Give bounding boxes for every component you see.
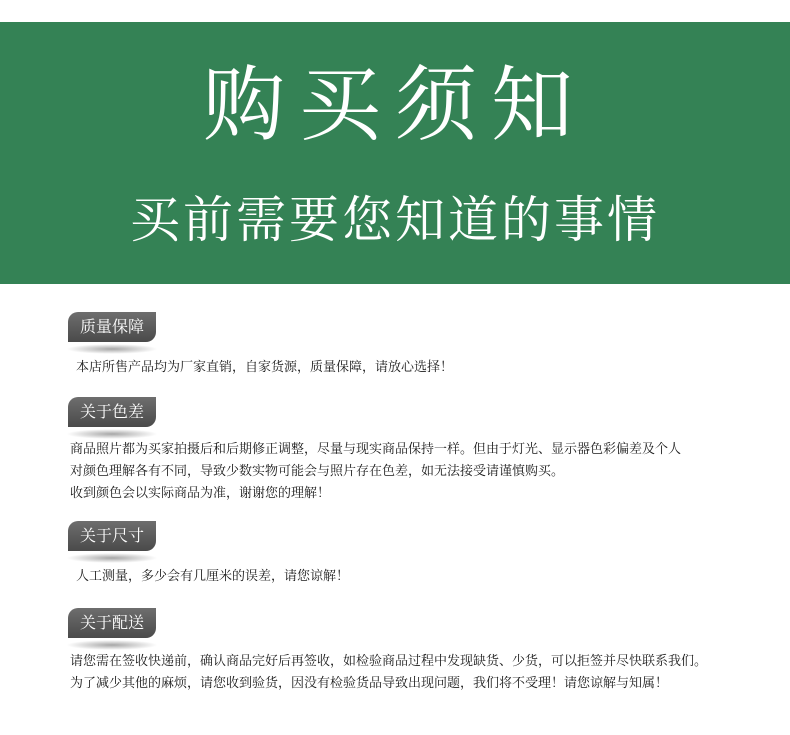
section-text: 本店所售产品均为厂家直销，自家货源，质量保障，请放心选择！	[76, 360, 454, 375]
section-text: 收到颜色会以实际商品为准，谢谢您的理解！	[70, 486, 331, 501]
section-text: 为了减少其他的麻烦，请您收到验货，因没有检验货品导致出现问题，我们将不受理！请您谅解与知属！	[70, 676, 669, 691]
banner-subtitle: 买前需要您知道的事情	[130, 191, 660, 249]
tag-color: 关于色差	[68, 397, 156, 427]
section-text: 请您需在签收快递前，确认商品完好后再签收，如检验商品过程中发现缺货、少货，可以拒签并尽快联系我们。	[70, 654, 708, 669]
tag-shadow	[66, 553, 158, 563]
banner-title: 购买须知	[202, 58, 587, 153]
tag-shipping: 关于配送	[68, 608, 156, 638]
section-text: 人工测量，多少会有几厘米的误差，请您谅解！	[76, 569, 350, 584]
section-text: 对颜色理解各有不同，导致少数实物可能会与照片存在色差，如无法接受请谨慎购买。	[70, 464, 565, 479]
tag-quality: 质量保障	[68, 312, 156, 342]
tag-shadow	[66, 344, 158, 354]
header-banner	[0, 22, 790, 284]
tag-shadow	[66, 640, 158, 650]
section-text: 商品照片都为买家拍摄后和后期修正调整，尽量与现实商品保持一样。但由于灯光、显示器色彩偏差及个人	[70, 442, 682, 457]
tag-size: 关于尺寸	[68, 521, 156, 551]
tag-shadow	[66, 429, 158, 439]
